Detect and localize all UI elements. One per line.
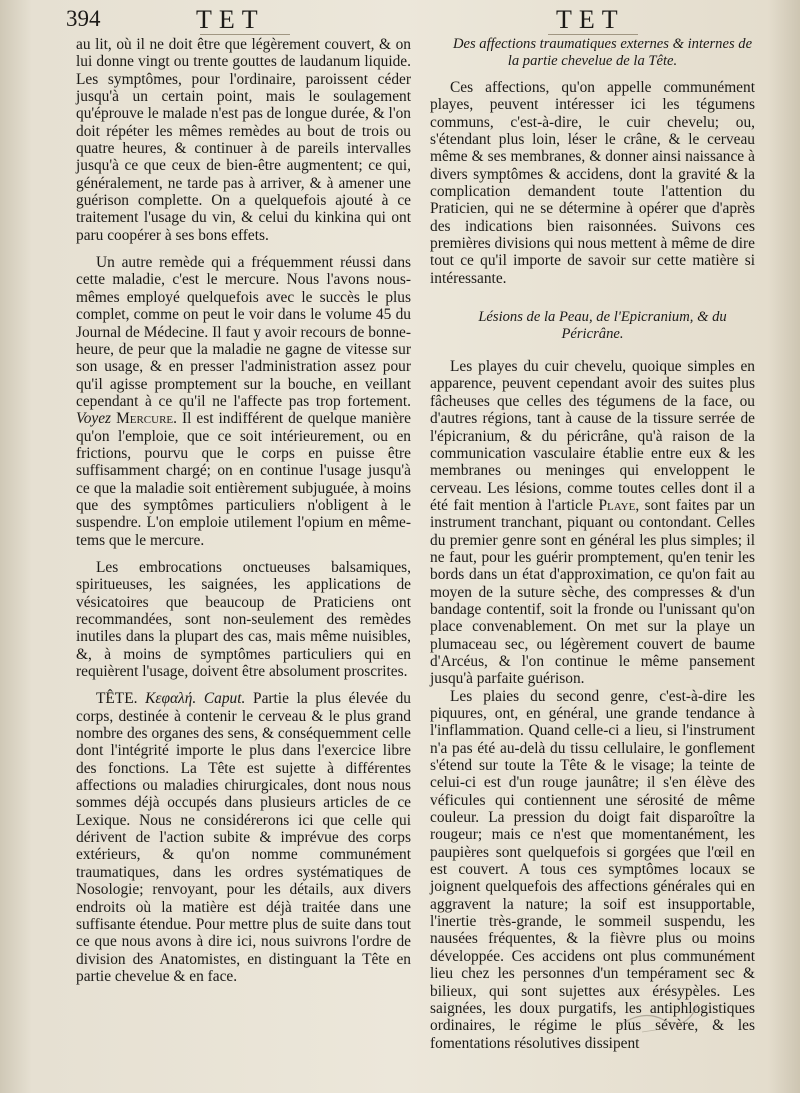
entry-body: Partie la plus élevée du corps, destinée à contenir le cerveau & le plus grand nombre des organes des sens, & conséquemment celle dont l'intégrité importe le plus dans l'exercice libre des fonctions. La Tête est sujette à différentes affections ou maladies chirurgicales, dont nous nous sommes déjà occupés dans plusieurs articles de ce Lexique. Nous ne considérerons ici que celle qui dérivent de l'action subite & imprévue des corps extérieurs, & qu'on nomme communément traumatiques, dans les ordres systématiques de Nosologie; renvoyant, pour les détails, aux divers endroits où la matière est déjà traitée dans une suffisante étendue. Pour mettre plus de suite dans tout ce que nous avons à dire ici, nous suivrons l'ordre de division des Anatomistes, en distinguant la Tête en partie chevelue & en face. bbox=[76, 690, 411, 985]
running-head-left: TET bbox=[196, 5, 265, 34]
section-heading-traumatic: Des affections traumatiques externes & internes de la partie chevelue de la Tête. bbox=[452, 36, 753, 69]
paragraph-playes bbox=[430, 358, 755, 688]
paragraph-mercury bbox=[76, 254, 411, 549]
paragraph-mercury-part2: . Il est indifférent de quelque manière qu'on l'emploie, que ce soit intérieurement, ou en frictions, pourvu que le corps en puisse être suffisamment chargé; on en continue l'usage jusqu'à ce que la maladie soit entièrement subjuguée, à moins que des symptômes particuliers n'obligent à le suspendre. L'on emploie utilement l'opium en même-tems que le mercure. bbox=[76, 410, 411, 549]
header-rule-left bbox=[200, 34, 290, 35]
left-column bbox=[76, 36, 411, 985]
entry-headword: TÊTE. bbox=[96, 690, 138, 708]
paragraph-mercury-part1: Un autre remède qui a fréquemment réussi dans cette maladie, c'est le mercure. Nous l'avons nous-mêmes employé quelquefois avec le succès le plus complet, comme on peut le voir dans le volume 45 du Journal de Médecine. Il faut y avoir recours de bonne-heure, de peur que la maladie ne gagne de vitesse sur son usage, & en presser l'administration assez pour qu'il agisse promptement sur la bouche, en veillant cependant à ce qu'il ne l'affecte pas trop fortement. bbox=[76, 254, 411, 410]
section-heading-lesions: Lésions de la Peau, de l'Epicranium, & du Péricrâne. bbox=[478, 309, 727, 342]
right-column bbox=[430, 36, 755, 1052]
page-number: 394 bbox=[66, 6, 101, 31]
paragraph-treatment-continued: au lit, où il ne doit être que légèrement couvert, & on lui donne vingt ou trente gouttes de laudanum liquide. Les symptômes, pour l'ordinaire, paroissent céder jusqu'à un certain point, mais le soulagement qu'éprouve le malade n'est pas de longue durée, & l'on doit répéter les mêmes remèdes au bout de trois ou quatre heures, & continuer à de pareils intervalles jusqu'à ce que ceux de bien-être augmentent; ce qui, généralement, ne tarde pas à arriver, & à amener une guérison complette. On a quelquefois ajouté à ce traitement l'usage du vin, & celui du kinkina qui ont paru coopérer à ses bons effets. bbox=[76, 36, 411, 244]
voyez-label: Voyez bbox=[76, 410, 112, 428]
cross-reference-mercure: Mercure bbox=[116, 410, 174, 428]
cross-reference-playe: Playe bbox=[598, 496, 636, 514]
running-head-right: TET bbox=[556, 5, 625, 34]
entry-latin: Caput. bbox=[203, 690, 246, 708]
paragraph-affections: Ces affections, qu'on appelle communément playes, peuvent intéresser ici les tégumens communs, c'est-à-dire, le cuir chevelu; ou, s'étendant plus loin, léser le crâne, & le cerveau même & ses membranes, & donner ainsi naissance à divers symptômes & accidens, dont la gravité & la complication demandent toute l'attention du Praticien, qui ne se détermine à opérer que d'après des indications bien raisonnées. Suivons ces premières divisions qui nous mettent à même de dire tout ce qu'il importe de savoir sur cette matière si intéressante. bbox=[430, 79, 755, 287]
entry-greek: Κεφαλή. bbox=[145, 690, 197, 708]
paragraph-playes-part2: , sont faites par un instrument tranchant, piquant ou contondant. Celles du premier genre sont en général les plus simples; il ne faut, pour les guérir promptement, qu'en tenir les bords dans un état d'approximation, ce qu'on fait au moyen de la suture sèche, des compresses & d'un bandage contentif, soit la fronde ou l'unissant qu'on place convenablement. On met sur la playe un plumaceau sec, ou légèrement couvert de baume d'Arcéus, & l'on continue le même pansement jusqu'à parfaite guérison. bbox=[430, 496, 756, 688]
pencil-mark-icon bbox=[612, 998, 702, 1036]
paragraph-piquures: Les plaies du second genre, c'est-à-dire les piquures, ont, en général, une grande tendance à l'inflammation. Quand celle-ci a lieu, si l'instrument n'a pas été au-delà du tissu cellulaire, le gonflement s'étend sur toute la Tête & le visage; la teinte de celui-ci est d'un rouge jaunâtre; il s'en élève des véficules qui contiennent une sérosité de même couleur. La pression du doigt fait disparoître la rougeur; mais ce n'est que momentanément, les paupières sont quelquefois si gorgées que l'œil en est couvert. A tous ces symptômes locaux se joignent quelquefois des affections générales qui en aggravent la nature; la soif est insupportable, l'inertie très-grande, le sommeil suspendu, les nausées fréquentes, & la fièvre plus ou moins développée. Ces accidens ont plus communément lieu chez les personnes d'un tempérament sec & bilieux, qui sont sujettes aux érésypèles. Les saignées, les doux purgatifs, les antiphlogistiques ordinaires, le régime le plus sévère, & les fomentations résolutives dissipent bbox=[430, 687, 755, 1052]
entry-tete bbox=[76, 690, 411, 985]
paragraph-embrocations: Les embrocations onctueuses balsamiques, spiritueuses, les saignées, les applications de vésicatoires que beaucoup de Praticiens ont recommandées, sont non-seulement des remèdes inutiles dans la plupart des cas, mais même nuisibles, &, à moins de symptômes particuliers qui en requièrent l'usage, doivent être absolument proscrites. bbox=[76, 558, 411, 681]
paragraph-playes-part1: Les playes du cuir chevelu, quoique simples en apparence, peuvent cependant avoir des suites plus fâcheuses que celles des tégumens de la face, ou d'autres régions, tant à cause de la tissure serrée de l'épicranium, & du péricrâne, qu'à raison de la communication vasculaire établie entre eux & les membranes ou meninges qui enveloppent le cerveau. Les lésions, comme toutes celles dont il a été fait mention à l'article bbox=[430, 358, 755, 514]
header-rule-right bbox=[548, 34, 638, 35]
